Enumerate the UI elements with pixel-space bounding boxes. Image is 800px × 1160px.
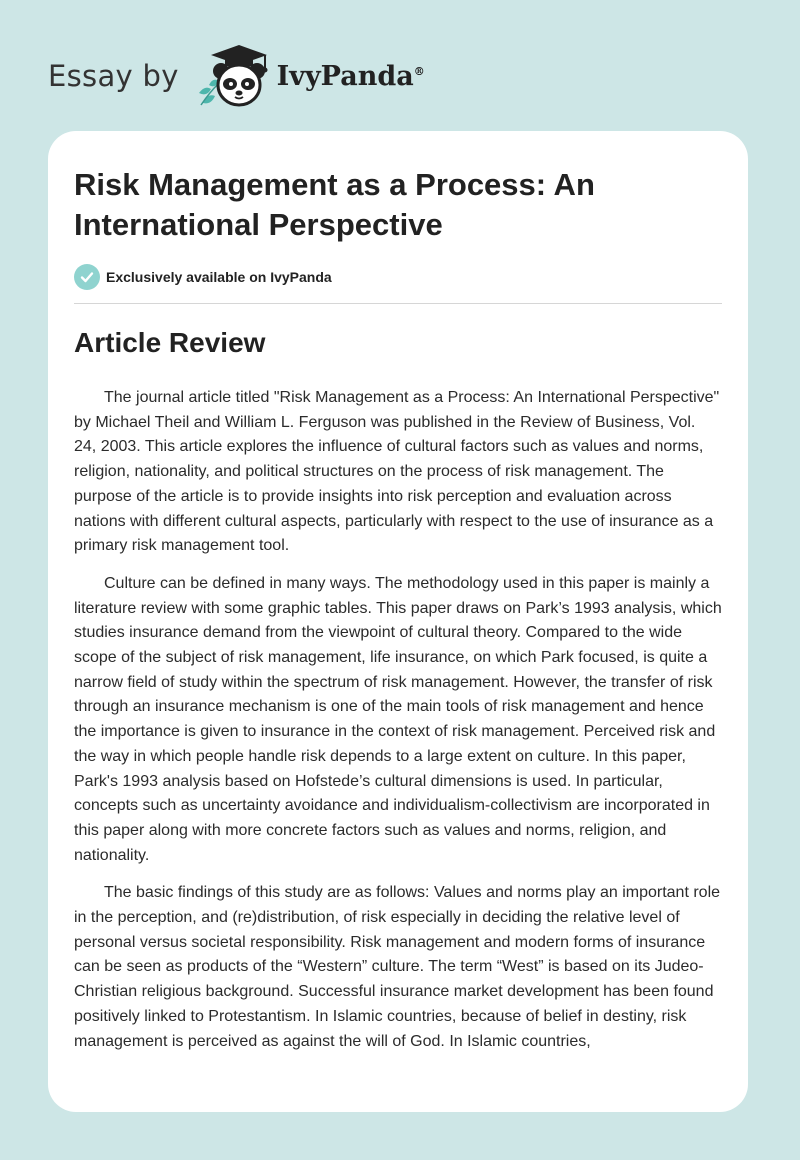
paragraph: Culture can be defined in many ways. The methodology used in this paper is mainly a literature review with some graphic tables. This paper draws on Park’s 1993 analysis, which studies insurance demand from the viewpoint of cultural theory. Compared to the wide scope of the subject of risk management, life insurance, on which Park focused, is quite a narrow field of study within the spectrum of risk management. However, the transfer of risk through an insurance mechanism is one of the main tools of risk management and hence the importance is given to insurance in the context of risk management. Perceived risk and the way in which people handle risk depends to a large extent on culture. In this paper, Park's 1993 analysis based on Hofstede’s cultural dimensions is used. In particular, concepts such as uncertainty avoidance and individualism-collectivism are incorporated in this paper along with more concrete factors such as values and norms, religion, and nationality.: [74, 574, 722, 864]
paragraph: The basic findings of this study are as follows: Values and norms play an important role in the perception, and (re)distribution, of risk especially in deciding the relative level of personal versus societal responsibility. Risk management and modern forms of insurance can be seen as products of the “Western” culture. The term “West” is based on its Judeo-Christian religious background. Successful insurance market development has been found positively linked to Protestantism. In Islamic countries, because of belief in destiny, risk management is perceived as against the will of God. In Islamic countries,: [74, 884, 721, 1050]
section-heading: Article Review: [74, 327, 266, 358]
article-card: [48, 131, 748, 1112]
brand-name[interactable]: IvyPanda®: [276, 60, 425, 92]
exclusive-label: Exclusively available on IvyPanda: [106, 269, 332, 285]
site-header: [48, 36, 425, 116]
panda-graduate-logo-icon[interactable]: [195, 41, 271, 111]
divider: [74, 303, 722, 304]
exclusive-badge: [74, 264, 332, 290]
essay-by-label: Essay by: [48, 59, 179, 93]
check-circle-icon: [74, 264, 100, 290]
article-title: Risk Management as a Process: An International Perspective: [74, 167, 595, 242]
registered-mark: ®: [413, 64, 425, 78]
article-body: [74, 386, 722, 1067]
paragraph: The journal article titled "Risk Management as a Process: An International Perspective" by Michael Theil and William L. Ferguson was published in the Review of Business, Vol. 24, 2003. This article explores the influence of cultural factors such as values and norms, religion, nationality, and political structures on the process of risk management. The purpose of the article is to provide insights into risk perception and evaluation across nations with different cultural aspects, particularly with respect to the use of insurance as a primary risk management tool.: [74, 389, 720, 555]
